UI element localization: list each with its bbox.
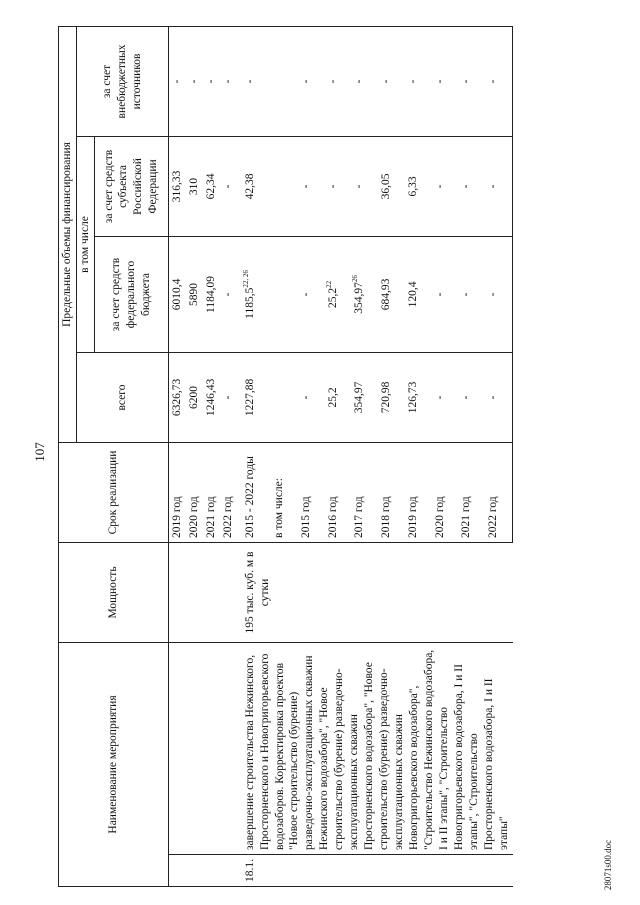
cell-name [168,642,185,854]
cell-extrabudget: - [186,26,203,136]
cell-period: 2021 год [203,442,220,542]
cell-extrabudget: - [351,26,378,136]
cell-extrabudget [271,26,298,136]
cell-extrabudget: - [458,26,485,136]
federal-value: 1185,5 [243,287,256,319]
federal-value: 1184,09 [204,276,217,313]
footnote-ref: 26 [351,275,360,283]
cell-total: 1227,88 [237,352,272,442]
cell-name [220,642,237,854]
cell-extrabudget: - [432,26,459,136]
cell-period: 2020 год [186,442,203,542]
federal-value: - [433,292,446,297]
cell-extrabudget: - [298,26,325,136]
table-row [186,26,203,886]
cell-total: - [220,352,237,442]
header-federal: за счет средств федерального бюджета [94,236,168,352]
federal-value: - [486,292,499,297]
cell-subject: 310 [186,136,203,236]
cell-name [203,642,220,854]
cell-total: - [432,352,459,442]
cell-total: 720,98 [378,352,405,442]
cell-total: 1246,43 [203,352,220,442]
header-period: Срок реализации [59,442,169,542]
cell-number: 18.1. [237,855,513,887]
cell-federal [432,236,459,352]
cell-federal [405,236,432,352]
cell-subject [271,136,298,236]
cell-federal [298,236,325,352]
cell-extrabudget: - [485,26,513,136]
cell-total: 6200 [186,352,203,442]
cell-period: 2019 год [405,442,432,542]
cell-period: 2022 год [220,442,237,542]
federal-value: 354,97 [353,282,366,314]
cell-total: 25,2 [325,352,352,442]
cell-subject: 42,38 [237,136,272,236]
table-row [168,26,185,886]
cell-subject: 36,05 [378,136,405,236]
document-id: 28071s00.doc [603,839,613,891]
cell-name [186,642,203,854]
cell-subject: - [485,136,513,236]
cell-name: завершение строительства Нежинского, Просторненского и Новогригорьевского водозаборов. Корректировка проектов "Новое строительство (бурение) разведочно-эксплуатационных скважин Нежинского водозабора", "Новое строительство (бурение) разведочно-эксплуатационных скважин Просторненского водозабора", "Новое строительство (бурение) разведочно-эксплуатационных скважин Новогригорьевского водозабора", "Строительство Нежинского водозабора, I и II этапы", "Строительство Новогригорьевского водозабора, I и II этапы", "Строительство Просторненского водозабора, I и II этапы" [237,642,513,854]
cell-extrabudget: - [325,26,352,136]
federal-value: 684,93 [380,278,393,311]
cell-number [168,855,185,887]
cell-capacity [168,542,185,642]
cell-total: 126,73 [405,352,432,442]
table-row [203,26,220,886]
federal-value: 25,2 [326,287,339,309]
cell-capacity [203,542,220,642]
cell-subject: - [325,136,352,236]
cell-capacity [220,542,237,642]
cell-extrabudget: - [405,26,432,136]
header-total: всего [76,352,168,442]
cell-total: 354,97 [351,352,378,442]
cell-subject: - [298,136,325,236]
header-including: в том числе [76,136,94,352]
cell-period: 2018 год [378,442,405,542]
cell-total [271,352,298,442]
cell-federal [220,236,237,352]
page-number: 107 [32,442,47,462]
cell-extrabudget: - [220,26,237,136]
cell-extrabudget: - [203,26,220,136]
federal-value: 120,4 [406,281,419,308]
cell-period: 2019 год [168,442,185,542]
cell-period: 2015 - 2022 годы [237,442,272,542]
cell-number [220,855,237,887]
federal-value: - [299,292,312,297]
cell-subject: - [351,136,378,236]
cell-period: 2021 год [458,442,485,542]
header-extrabudget: за счет внебюджетных источников [76,26,168,136]
cell-subject: - [432,136,459,236]
cell-period: в том числе: [271,442,298,542]
cell-subject: 316,33 [168,136,185,236]
cell-total: - [298,352,325,442]
footnote-ref: 22 [324,280,333,288]
footnote-ref: 22, 26 [241,270,250,288]
cell-federal [485,236,513,352]
federal-value: - [460,292,473,297]
federal-value: 6010,4 [170,278,183,311]
cell-federal [271,236,298,352]
cell-total: 6326,73 [168,352,185,442]
header-name: Наименование мероприятия [59,642,169,886]
cell-capacity [186,542,203,642]
federal-value: 5890 [187,282,200,306]
cell-total: - [485,352,513,442]
cell-federal [458,236,485,352]
cell-federal [203,236,220,352]
cell-period: 2015 год [298,442,325,542]
cell-subject: - [458,136,485,236]
cell-federal [325,236,352,352]
table-row [220,26,237,886]
cell-federal [378,236,405,352]
header-subject: за счет средств субъекта Российской Федерации [94,136,168,236]
cell-federal [237,236,272,352]
cell-extrabudget: - [378,26,405,136]
table-body [168,26,512,886]
header-capacity: Мощность [59,542,169,642]
federal-value: - [221,292,234,297]
cell-number [186,855,203,887]
cell-period: 2022 год [485,442,513,542]
cell-subject: - [220,136,237,236]
cell-extrabudget: - [168,26,185,136]
cell-federal [168,236,185,352]
cell-period: 2020 год [432,442,459,542]
cell-capacity: 195 тыс. куб. м в сутки [237,542,513,642]
cell-federal [351,236,378,352]
cell-subject: 62,34 [203,136,220,236]
cell-subject: 6,33 [405,136,432,236]
cell-number [203,855,220,887]
financing-table [58,26,513,887]
financing-table-container [58,27,630,887]
header-financing-limits: Предельные объемы финансирования [59,26,77,442]
cell-extrabudget: - [237,26,272,136]
cell-federal [186,236,203,352]
cell-period: 2016 год [325,442,352,542]
cell-total: - [458,352,485,442]
cell-period: 2017 год [351,442,378,542]
table-row [237,26,272,886]
